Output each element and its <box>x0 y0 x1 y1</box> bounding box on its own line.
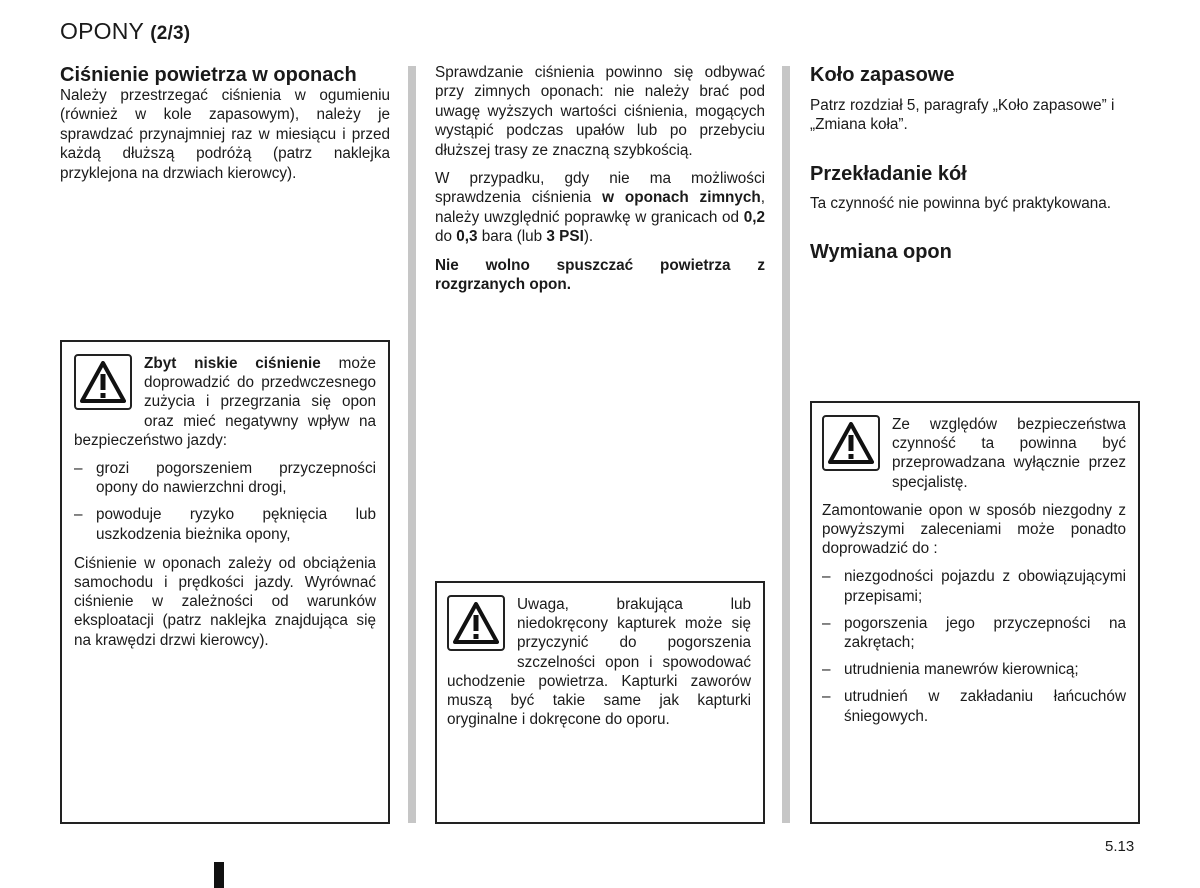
pressure-paragraph: Należy przestrzegać ciśnienia w ogumieniu (również w kole zapasowym), należy je sprawdzać przynajmniej raz w miesiącu i przed każdą dłuższą podróżą (patrz naklejka przyklejona na drzwiach kierowcy). <box>60 87 390 182</box>
text-span: bara (lub <box>477 228 547 246</box>
warning-triangle-icon <box>74 354 132 410</box>
text-span: do <box>435 228 457 246</box>
section-heading-spare-wheel: Koło zapasowe <box>810 64 955 86</box>
replacement-paragraph: Zamontowanie opon w sposób niezgodny z powyższymi zaleceniami może ponadto doprowadzić do : <box>822 501 1126 558</box>
section-heading-rotation: Przekładanie kół <box>810 162 967 185</box>
section-heading-replacement: Wymiana opon <box>810 241 952 264</box>
section-heading-pressure: Ciśnienie powietrza w oponach <box>60 64 357 86</box>
warning-lead-rest: może doprowadzić do przedwczesnego zużycia i przegrzania się opon oraz mieć negatywny wpływ na bezpieczeństwo jazdy: <box>74 355 377 449</box>
replacement-lead: Ze względów bezpieczeństwa czynność ta powinna być przeprowadzana wyłącznie przez specjalistę. <box>892 416 1126 491</box>
column-divider-right <box>782 66 790 823</box>
warning-tail: Ciśnienie w oponach zależy od obciążenia samochodu i prędkości jazdy. Wyrównać ciśnienie w zależności od warunków eksploatacji (patrz naklejka znajdująca się na krawędzi drzwi kierowcy). <box>74 554 376 649</box>
list-item: – niezgodności pojazdu z obowiązującymi przepisami; <box>822 567 1126 605</box>
page-title-main: OPONY <box>60 18 144 44</box>
column-divider-left <box>408 66 416 823</box>
list-item: – pogorszenia jego przyczepności na zakrętach; <box>822 614 1126 652</box>
list-item: – utrudnień w zakładaniu łańcuchów śniegowych. <box>822 687 1126 725</box>
page-edge-mark <box>214 862 224 888</box>
list-item: – grozi pogorszeniem przyczepności opony do nawierzchni drogi, <box>74 459 376 497</box>
warning-triangle-icon <box>822 415 880 471</box>
warning-triangle-icon <box>447 595 505 651</box>
column-2 <box>435 63 765 303</box>
column-1 <box>60 63 390 183</box>
text-span: W przypadku, gdy nie ma możliwości sprawdzenia ciśnienia <box>435 170 765 207</box>
page-title-sub: (2/3) <box>150 23 191 44</box>
valve-cap-text: Uwaga, brakująca lub niedokręcony kapturek może się przyczynić do pogorszenia szczelności opon i spowodować uchodzenie powietrza. Kapturki zaworów muszą być takie same jak kapturki oryginalne i dokręcone do oporu. <box>447 596 751 729</box>
text-span: , należy uwzględnić poprawkę w granicach od <box>435 189 765 226</box>
page-title <box>60 18 190 45</box>
no-deflate-warning: Nie wolno spuszczać powietrza z rozgrzanych opon. <box>435 256 765 294</box>
replacement-list <box>822 567 1126 725</box>
warning-lead-bold: Zbyt niskie ciśnienie <box>144 355 321 372</box>
text-span: ). <box>583 228 594 246</box>
text-bold: 0,2 <box>743 208 765 226</box>
correction-paragraph <box>435 169 765 247</box>
warning-list <box>74 459 376 544</box>
warning-box-tyre-replacement <box>810 401 1140 824</box>
column-3 <box>810 63 1140 264</box>
spare-wheel-paragraph: Patrz rozdział 5, paragrafy „Koło zapasowe” i „Zmiana koła”. <box>810 97 1115 134</box>
text-bold: 3 PSI <box>546 228 584 246</box>
text-bold: 0,3 <box>456 228 478 246</box>
warning-box-low-pressure <box>60 340 390 824</box>
page-number: 5.13 <box>1105 838 1135 855</box>
text-bold: w oponach zimnych <box>602 189 761 207</box>
cold-check-paragraph: Sprawdzanie ciśnienia powinno się odbywać przy zimnych oponach: nie należy brać pod uwagę wyższych wartości ciśnienia, mogących wystąpić podczas upałów lub po przebyciu dłuższej trasy ze znaczną szybkością. <box>435 64 765 159</box>
warning-box-valve-cap <box>435 581 765 824</box>
list-item: – utrudnienia manewrów kierownicą; <box>822 660 1126 679</box>
rotation-paragraph: Ta czynność nie powinna być praktykowana. <box>810 194 1112 212</box>
list-item: – powoduje ryzyko pęknięcia lub uszkodzenia bieżnika opony, <box>74 505 376 543</box>
